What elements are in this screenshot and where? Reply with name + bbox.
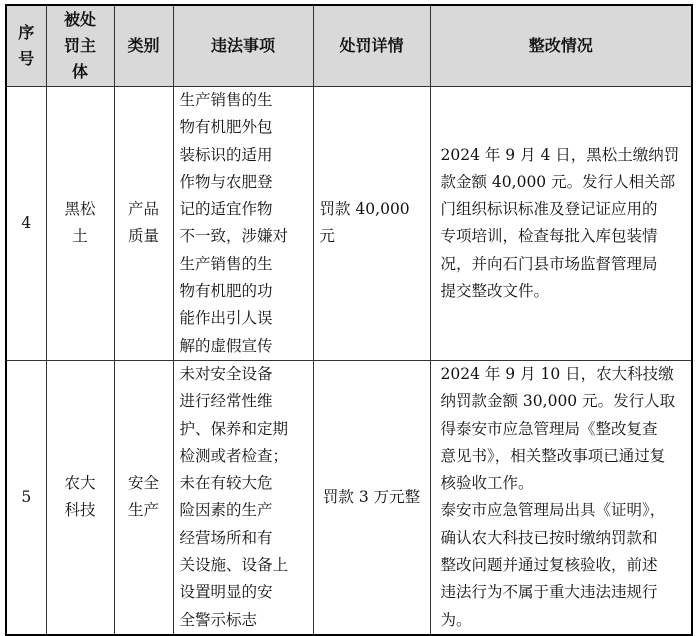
header-violation: 违法事项	[173, 5, 313, 87]
row-category: 产品 质量	[114, 87, 173, 361]
row-entity: 农大 科技	[46, 360, 114, 634]
row-no: 4	[6, 87, 46, 361]
row-category: 安全 生产	[114, 360, 173, 634]
header-rectification: 整改情况	[430, 5, 692, 87]
row-rectification: 2024 年 9 月 10 日，农大科技缴 纳罚款金额 30,000 元。发行人取 得泰安市应急管理局《整改复查 意见书》，相关整改事项已通过复 核验收工作。 泰安市应急管理局出具《证明》， 确认农大科技已按时缴纳罚款和 整改问题并通过复核验收，前述 违法行为不属于重大违法违规行 为。	[430, 360, 692, 634]
row-entity: 黑松 土	[46, 87, 114, 361]
row-rectification: 2024 年 9 月 4 日，黑松土缴纳罚 款金额 40,000 元。发行人相关部 门组织标识标准及登记证应用的 专项培训，检查每批入库包装情 况，并向石门县市场监督管理局 提交整改文件。	[430, 87, 692, 361]
row-no: 5	[6, 360, 46, 634]
row-penalty: 罚款 40,000 元	[313, 87, 430, 361]
header-no: 序 号	[6, 5, 46, 87]
header-penalty: 处罚详情	[313, 5, 430, 87]
header-row	[6, 5, 692, 87]
header-entity: 被处 罚主 体	[46, 5, 114, 87]
row-violation: 未对安全设备 进行经常性维 护、保养和定期 检测或者检查； 未在有较大危 险因素的生产 经营场所和有 关设施、设备上 设置明显的安 全警示标志	[173, 360, 313, 634]
header-category: 类别	[114, 5, 173, 87]
table-row	[6, 87, 692, 361]
row-violation: 生产销售的生 物有机肥外包 装标识的适用 作物与农肥登 记的适宜作物 不一致，涉嫌对 生产销售的生 物有机肥的功 能作出引人误 解的虚假宣传	[173, 87, 313, 361]
table-row	[6, 360, 692, 634]
penalty-table	[5, 4, 693, 636]
row-penalty: 罚款 3 万元整	[313, 360, 430, 634]
